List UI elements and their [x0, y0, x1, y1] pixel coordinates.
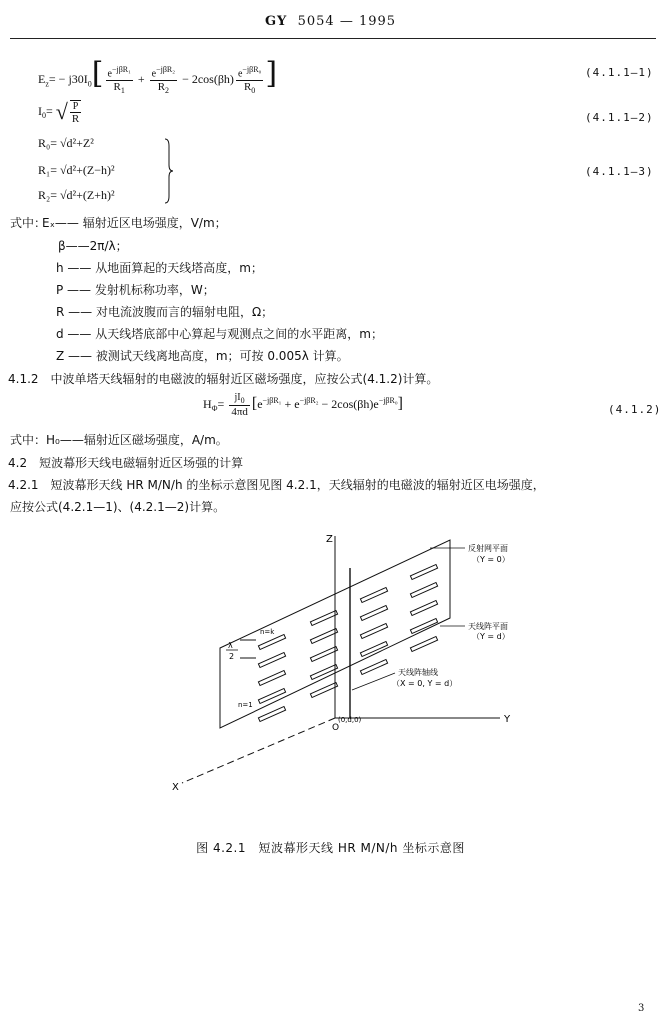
where-item: d —— 从天线塔底部中心算起与观测点之间的水平距离，m； [56, 327, 383, 341]
antenna-plane-label: 天线阵平面 [468, 622, 508, 631]
equation-4-1-1-2: $I_0=$ √ $\frac{P}{R}$ [38, 99, 80, 125]
section-4-2-1-line2: 应按公式(4.2.1—1)、(4.2.1—2)计算。 [10, 500, 226, 514]
where-item: β——2π/λ； [58, 239, 128, 253]
eq-number-4-1-1-3: (4.1.1—3) [585, 165, 654, 178]
where-item: Eₓ—— 辐射近区电场强度，V/m； [42, 216, 227, 230]
n-top-label: n=k [260, 628, 275, 636]
eq-number-4-1-2: (4.1.2) [608, 403, 661, 416]
origin-coord: (0,d,0) [338, 716, 362, 724]
lambda-den-label: 2 [229, 652, 235, 661]
section-4-2-1-line1: 4.2.1 短波幕形天线 HR M/N/h 的坐标示意图见图 4.2.1，天线辐射的电磁波的辐射近区电场强度， [8, 478, 545, 492]
z-axis-label: Z [326, 534, 333, 545]
page-number: 3 [638, 1003, 645, 1014]
where-item: h —— 从地面算起的天线塔高度，m； [56, 261, 263, 275]
equation-4-1-2: $H_\Phi=$ $\frac{jI_0}{4\pi d}$ $[e^{-j\beta R_1} + e^{-j\beta R_2} - 2\cos(\beta h)e^{-j\beta R_0}]$ [203, 392, 403, 418]
section-4-1-2-text: 4.1.2 中波单塔天线辐射的电磁波的辐射近区磁场强度，应按公式(4.1.2)计算。 [8, 372, 439, 386]
lambda-label: λ [228, 641, 233, 650]
axis-line-label: 天线阵轴线 [398, 668, 438, 677]
page-header [0, 14, 661, 29]
y-axis-label: Y [504, 714, 511, 725]
antenna-plane-eq: （Y = d） [472, 632, 510, 641]
x-axis-label: X [172, 782, 179, 793]
header-rule [10, 38, 656, 39]
equation-r2: R₂= √d²+(Z+h)² [38, 188, 115, 202]
where-lead: 式中： [10, 216, 47, 230]
x-axis [182, 718, 335, 783]
brace-icon [163, 138, 175, 204]
reflector-eq: （Y = 0） [472, 555, 510, 564]
standard-code: GY [264, 14, 288, 29]
where-item: Z —— 被测试天线离地高度，m；可按 0.005λ 计算。 [56, 349, 349, 363]
eq-number-4-1-1-1: (4.1.1—1) [585, 66, 654, 79]
origin-label: O [332, 723, 340, 733]
eq-number-4-1-1-2: (4.1.1—2) [585, 111, 654, 124]
section-4-2-title: 4.2 短波幕形天线电磁辐射近区场强的计算 [8, 456, 244, 470]
n-label: n=1 [238, 701, 253, 709]
figure-caption: 图 4.2.1 短波幕形天线 HR M/N/h 坐标示意图 [196, 841, 465, 855]
equation-r0: R₀= √d²+Z² [38, 136, 94, 150]
reflector-label: 反射网平面 [468, 544, 508, 553]
where-item: R —— 对电流波腹而言的辐射电阻，Ω； [56, 305, 274, 319]
equation-4-1-1-1: $E_z= - j30I_0$[ $\frac{e^{-j\beta R_1}}{R_1}$ + $\frac{e^{-j\beta R_2}}{R_2}$ − 2cos(βh) $\frac{e^{-j\beta R_0}}{R_0}$ ] [38, 56, 278, 95]
equation-r1: R₁= √d²+(Z−h)² [38, 163, 115, 177]
figure-4-2-1 [160, 528, 520, 798]
where-item: P —— 发射机标称功率，W； [56, 283, 215, 297]
axis-line-eq: （X = 0, Y = d） [392, 679, 458, 688]
section-4-1-2-where: 式中：H₀——辐射近区磁场强度，A/m。 [10, 433, 228, 447]
standard-number: 5054 — 1995 [297, 14, 397, 29]
